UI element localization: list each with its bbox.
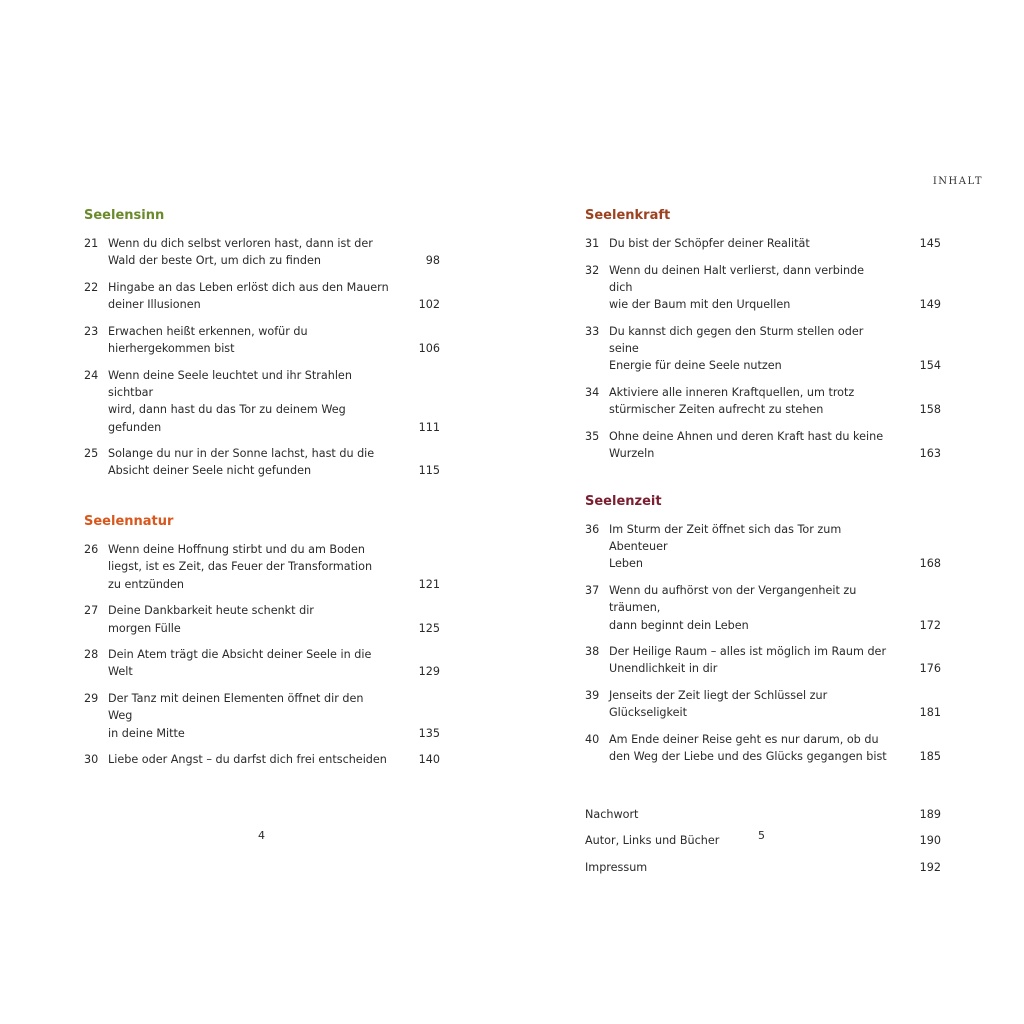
section-seelenzeit (585, 493, 941, 766)
toc-entry (84, 235, 440, 270)
section-title: Seelennatur (84, 514, 174, 530)
chapter-title: Solange du nur in der Sonne lachst, hast du die Absicht deiner Seele nicht gefunden (108, 447, 375, 478)
toc-entry (84, 690, 440, 742)
page-number: 154 (919, 359, 941, 373)
toc-entry (84, 279, 440, 314)
toc-entry (585, 687, 941, 722)
page-number: 102 (418, 298, 440, 312)
back-matter-title: Impressum (585, 860, 648, 874)
toc-entry (84, 445, 440, 480)
toc-entry (585, 384, 941, 419)
running-header: INHALT (932, 176, 983, 187)
toc-entry (84, 602, 440, 637)
chapter-number: 22 (84, 280, 99, 294)
page-folio-right: 5 (758, 829, 765, 842)
back-matter-title: Autor, Links und Bücher (585, 834, 720, 848)
chapter-title: Ohne deine Ahnen und deren Kraft hast du keine Wurzeln (609, 429, 884, 461)
toc-entry (585, 262, 941, 314)
page-number: 168 (919, 557, 941, 571)
chapter-number: 35 (585, 429, 600, 443)
chapter-number: 36 (585, 522, 600, 536)
section-title: Seelensinn (84, 208, 165, 223)
chapter-number: 27 (84, 604, 99, 618)
page-number: 176 (919, 662, 941, 676)
chapter-number: 25 (84, 447, 99, 461)
page-number: 192 (919, 860, 941, 874)
chapter-title: Wenn deine Hoffnung stirbt und du am Boden liegst, ist es Zeit, das Feuer der Transformation zu entzünden (108, 543, 373, 591)
page-folio-left: 4 (258, 829, 265, 842)
toc-entry (585, 582, 941, 634)
chapter-title: Im Sturm der Zeit öffnet sich das Tor zum Abenteuer Leben (609, 522, 842, 571)
chapter-number: 28 (84, 648, 99, 662)
page-number: 190 (919, 834, 941, 848)
toc-entry (585, 428, 941, 463)
toc-entry (84, 367, 440, 436)
chapter-title: Am Ende deiner Reise geht es nur darum, ob du den Weg der Liebe und des Glücks gegangen bist (609, 732, 887, 764)
toc-entry (84, 751, 440, 768)
chapter-number: 23 (84, 324, 99, 338)
chapter-title: Du kannst dich gegen den Sturm stellen oder seine Energie für deine Seele nutzen (609, 324, 864, 373)
toc-entry (585, 859, 941, 876)
section-seelenkraft (585, 207, 941, 462)
chapter-number: 40 (585, 732, 600, 746)
chapter-number: 31 (585, 237, 600, 250)
chapter-number: 33 (585, 324, 600, 338)
chapter-title: Der Heilige Raum – alles ist möglich im Raum der Unendlichkeit in dir (609, 645, 887, 676)
page-number: 121 (418, 577, 440, 591)
chapter-number: 39 (585, 689, 600, 703)
chapter-title: Liebe oder Angst – du darfst dich frei entscheiden (108, 753, 387, 767)
section-title: Seelenzeit (585, 493, 662, 509)
page-number: 140 (418, 753, 440, 767)
chapter-title: Der Tanz mit deinen Elementen öffnet dir den Weg in deine Mitte (108, 692, 364, 740)
page-number: 106 (418, 342, 440, 356)
chapter-number: 38 (585, 645, 600, 659)
chapter-title: Deine Dankbarkeit heute schenkt dir morgen Fülle (108, 604, 314, 635)
page-number: 149 (919, 298, 941, 312)
page-number: 172 (919, 618, 941, 632)
section-title: Seelenkraft (585, 208, 671, 223)
section-seelensinn (84, 207, 440, 480)
page-number: 163 (919, 447, 941, 461)
page-number: 135 (418, 726, 440, 740)
page-number: 189 (919, 807, 941, 821)
section-seelennatur (84, 513, 440, 768)
back-matter-title: Nachwort (585, 807, 639, 821)
chapter-number: 21 (84, 237, 99, 250)
toc-entry (84, 541, 440, 593)
chapter-number: 34 (585, 385, 600, 399)
chapter-number: 37 (585, 583, 600, 597)
chapter-title: Hingabe an das Leben erlöst dich aus den Mauern deiner Illusionen (108, 280, 389, 312)
page-number: 98 (425, 254, 440, 268)
chapter-title: Wenn du aufhörst von der Vergangenheit zu träumen, dann beginnt dein Leben (609, 583, 857, 632)
page-number: 125 (418, 621, 440, 635)
page-number: 158 (919, 403, 941, 417)
chapter-title: Du bist der Schöpfer deiner Realität (609, 237, 810, 250)
chapter-title: Jenseits der Zeit liegt der Schlüssel zur Glückseligkeit (609, 689, 828, 720)
chapter-title: Aktiviere alle inneren Kraftquellen, um trotz stürmischer Zeiten aufrecht zu stehen (609, 385, 855, 417)
chapter-number: 29 (84, 692, 99, 706)
page-number: 111 (418, 420, 440, 434)
chapter-number: 30 (84, 753, 99, 767)
toc-entry (585, 806, 941, 823)
toc-entry (585, 521, 941, 573)
page-number: 145 (919, 237, 941, 250)
page-number: 115 (418, 464, 440, 478)
chapter-number: 32 (585, 263, 600, 277)
page-number: 181 (919, 706, 941, 720)
toc-entry (84, 646, 440, 681)
toc-entry (585, 731, 941, 766)
chapter-number: 26 (84, 543, 99, 557)
chapter-title: Wenn du dich selbst verloren hast, dann ist der Wald der beste Ort, um dich zu finden (108, 237, 373, 268)
chapter-title: Erwachen heißt erkennen, wofür du hierhergekommen bist (108, 324, 308, 356)
toc-entry (585, 323, 941, 375)
chapter-title: Wenn deine Seele leuchtet und ihr Strahlen sichtbar wird, dann hast du das Tor zu deinem Weg gefunden (108, 368, 352, 434)
toc-entry (585, 235, 941, 252)
toc-entry (84, 323, 440, 358)
page-number: 129 (418, 665, 440, 679)
page-number: 185 (919, 750, 941, 764)
toc-left-column (84, 207, 440, 778)
chapter-title: Wenn du deinen Halt verlierst, dann verbinde dich wie der Baum mit den Urquellen (609, 263, 865, 312)
toc-entry (585, 643, 941, 678)
chapter-title: Dein Atem trägt die Absicht deiner Seele in die Welt (108, 648, 372, 679)
chapter-number: 24 (84, 368, 99, 382)
toc-right-column (585, 207, 941, 885)
